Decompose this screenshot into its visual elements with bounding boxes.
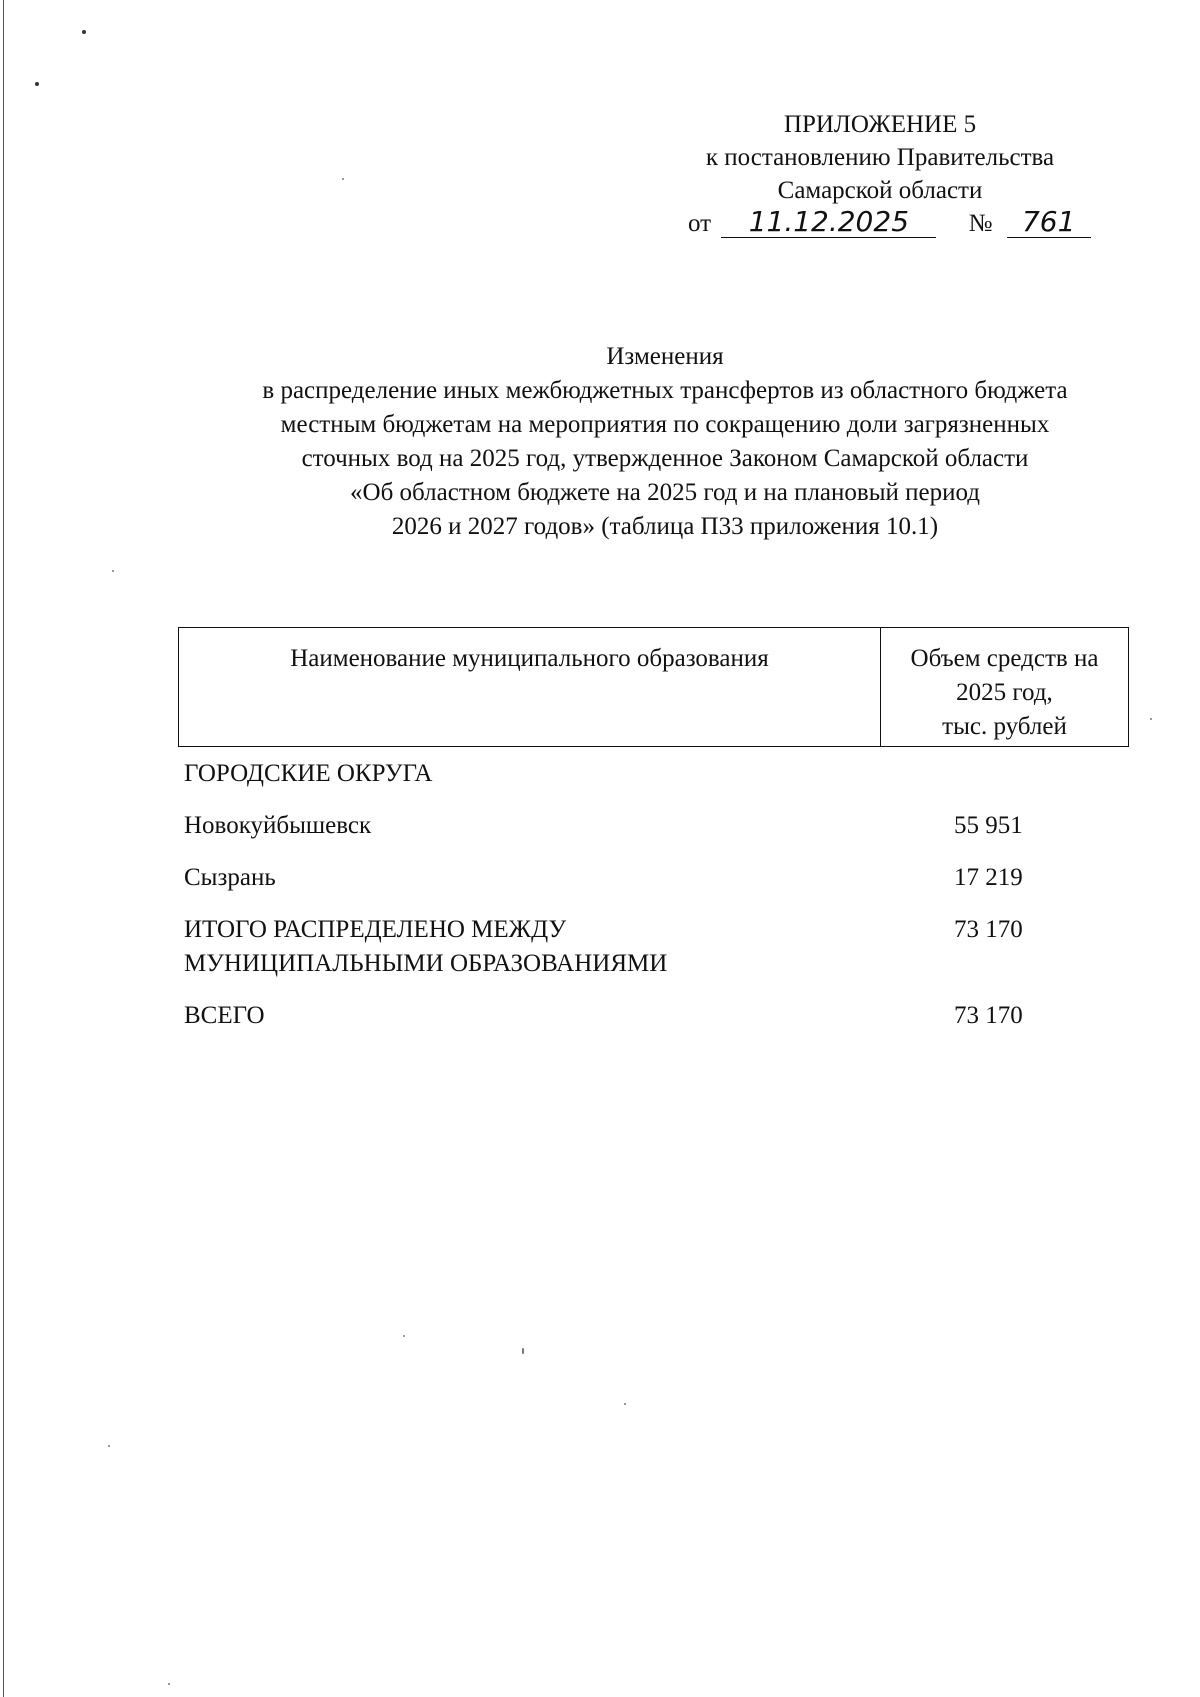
handwritten-number: 761 [1007, 207, 1091, 238]
appendix-block [660, 108, 1100, 240]
header-amount-line: 2025 год, [956, 679, 1053, 706]
appendix-line-1: к постановлению Правительства [705, 144, 1055, 171]
handwritten-date: 11.12.2025 [721, 207, 936, 238]
total-distributed-row [184, 913, 1084, 981]
document-title-line: сточных вод на 2025 год, утвержденное Законом Самарской области [301, 445, 1029, 472]
number-sign: № [968, 210, 993, 237]
total-distributed-label-line: МУНИЦИПАЛЬНЫМИ ОБРАЗОВАНИЯМИ [184, 950, 668, 977]
document-title-line: «Об областном бюджете на 2025 год и на плановый период [350, 479, 980, 506]
scan-page-edge [3, 0, 4, 1697]
document-heading: Изменения [606, 343, 724, 370]
document-title-line: 2026 и 2027 годов» (таблица П33 приложения 10.1) [391, 513, 939, 540]
date-prefix: от [688, 210, 712, 237]
municipality-name: Новокуйбышевск [184, 812, 372, 839]
amount-value: 55 951 [954, 812, 1023, 839]
scan-speck [108, 1445, 110, 1447]
scan-speck [112, 570, 114, 572]
appendix-line-2: Самарской области [777, 177, 983, 204]
amount-value: 17 219 [954, 864, 1023, 891]
scan-speck [403, 1335, 405, 1337]
total-distributed-label-line: ИТОГО РАСПРЕДЕЛЕНО МЕЖДУ [184, 916, 567, 943]
table-body [184, 757, 1084, 1051]
scan-speck [522, 1348, 524, 1354]
scan-speck [168, 1683, 170, 1685]
scan-speck [35, 82, 39, 86]
total-distributed-label [184, 913, 954, 981]
scan-speck [342, 178, 344, 180]
appendix-title: ПРИЛОЖЕНИЕ 5 [783, 111, 977, 138]
header-amount-line: тыс. рублей [942, 713, 1067, 740]
document-title [140, 340, 1190, 544]
scan-speck [82, 30, 86, 34]
scan-speck [624, 1403, 626, 1405]
appendix-date-line [688, 207, 1100, 240]
grand-total-row [184, 999, 1084, 1033]
section-value [954, 757, 1084, 791]
grand-total-label: ВСЕГО [184, 1002, 265, 1029]
section-label: ГОРОДСКИЕ ОКРУГА [184, 760, 433, 787]
header-municipality-name: Наименование муниципального образования [179, 628, 881, 746]
table-row [184, 809, 1084, 843]
grand-total-value: 73 170 [954, 1002, 1023, 1029]
header-amount [881, 628, 1128, 746]
scan-speck [1150, 718, 1152, 720]
document-title-line: местным бюджетам на мероприятия по сокращению доли загрязненных [280, 411, 1050, 438]
table-row [184, 861, 1084, 895]
municipality-name: Сызрань [184, 864, 276, 891]
document-title-line: в распределение иных межбюджетных трансфертов из областного бюджета [262, 377, 1068, 404]
total-distributed-value: 73 170 [954, 916, 1023, 943]
header-amount-line: Объем средств на [910, 645, 1099, 672]
table-section-row [184, 757, 1084, 791]
table-header [178, 627, 1129, 747]
